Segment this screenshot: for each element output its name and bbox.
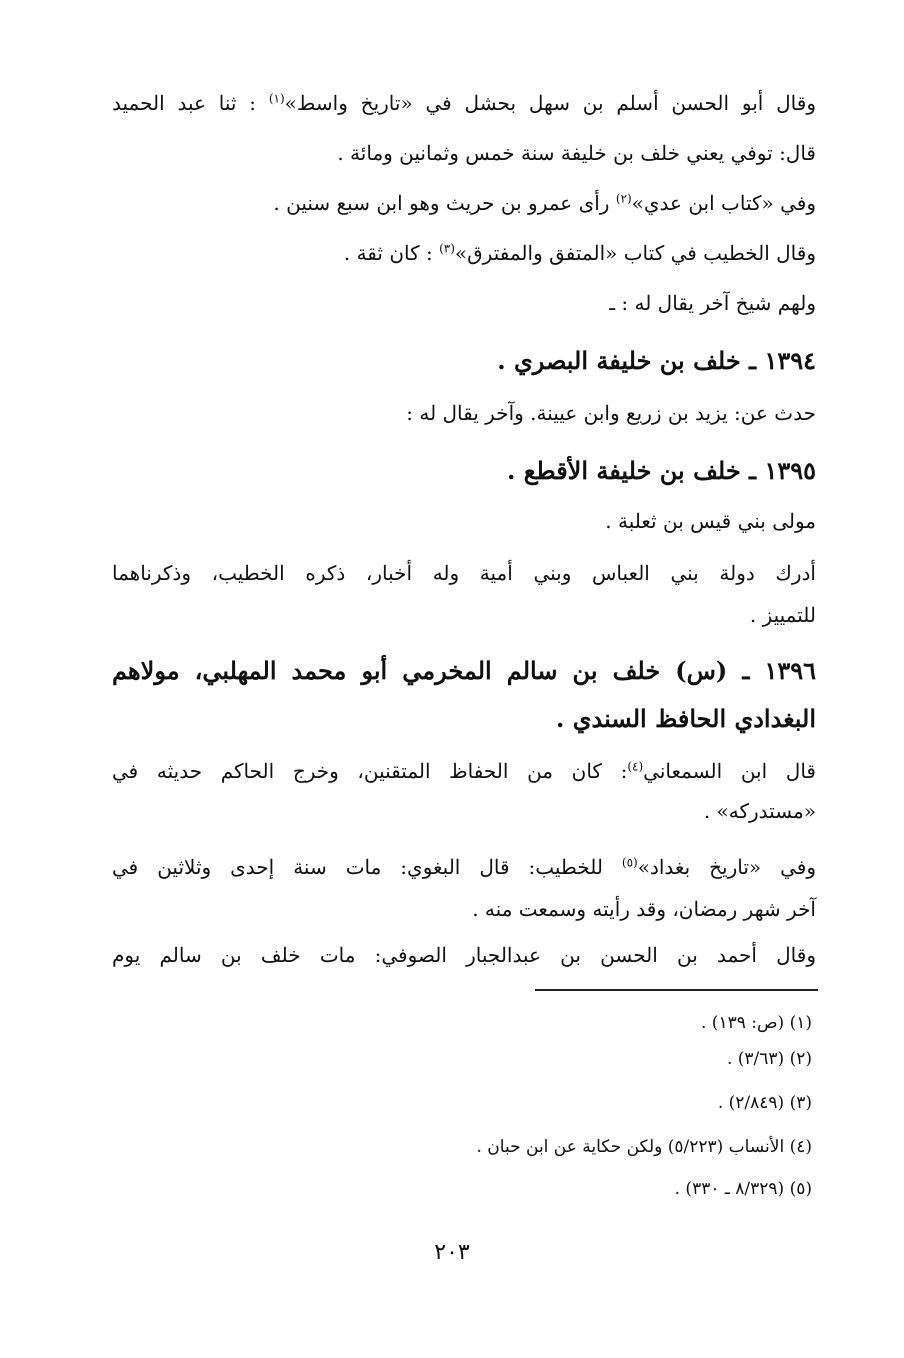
- body-line: وفي «كتاب ابن عدي»$^{(٢)}$ رأى عمرو بن حريث وهو ابن سبع سنين .: [273, 191, 816, 215]
- entry-heading-1395: ١٣٩٥ ـ خلف بن خليفة الأقطع .: [507, 456, 816, 485]
- footnote-marker: (١): [268, 91, 285, 106]
- body-line: وفي «تاريخ بغداد»$^{(٥)}$ للخطيب: قال البغوي: مات سنة إحدى وثلاثين في: [112, 855, 817, 879]
- footnote-marker: (٥): [621, 855, 638, 870]
- body-line: آخر شهر رمضان، وقد رأيته وسمعت منه .: [472, 897, 816, 921]
- footnote: (٣) (٢/٨٤٩) .: [717, 1093, 812, 1113]
- footnote-marker: (٢): [615, 191, 632, 206]
- body-line: أدرك دولة بني العباس وبني أمية وله أخبار، ذكره الخطيب، وذكرناهما: [112, 561, 816, 585]
- body-line: قال ابن السمعاني$^{(٤)}$: كان من الحفاظ المتقنين، وخرج الحاكم حديثه في: [112, 759, 816, 783]
- body-line: وقال أحمد بن الحسن بن عبدالجبار الصوفي: مات خلف بن سالم يوم: [112, 943, 816, 967]
- body-line: للتمييز .: [749, 603, 816, 627]
- body-line: وقال الخطيب في كتاب «المتفق والمفترق»$^{(٣)}$ : كان ثقة .: [343, 241, 816, 265]
- body-line: وقال أبو الحسن أسلم بن سهل بحشل في «تاريخ واسط»$^{(١)}$ : ثنا عبد الحميد: [112, 91, 816, 115]
- footnote: (١) (ص: ١٣٩) .: [701, 1013, 812, 1033]
- footnote-marker: (٤): [627, 759, 644, 774]
- footnote: (٢) (٣/٦٣) .: [726, 1049, 812, 1069]
- body-line: «مستدركه» .: [703, 799, 816, 823]
- footnote: (٤) الأنساب (٥/٢٢٣) ولكن حكاية عن ابن حبان .: [476, 1137, 812, 1157]
- page-number: ٢٠٣: [434, 1240, 470, 1265]
- footnote: (٥) (٨/٣٢٩ ـ ٣٣٠) .: [674, 1179, 812, 1199]
- entry-heading-1396: ١٣٩٦ ـ (س) خلف بن سالم المخرمي أبو محمد المهلبي، مولاهم: [112, 656, 816, 685]
- body-line: ولهم شيخ آخر يقال له : ـ: [609, 291, 816, 315]
- body-line: قال: توفي يعني خلف بن خليفة سنة خمس وثمانين ومائة .: [337, 141, 816, 165]
- body-line: حدث عن: يزيد بن زريع وابن عيينة. وآخر يقال له :: [406, 401, 816, 425]
- footnote-marker: (٣): [439, 241, 455, 256]
- body-line: مولى بني قيس بن ثعلبة .: [605, 509, 816, 533]
- entry-heading-1394: ١٣٩٤ ـ خلف بن خليفة البصري .: [497, 346, 816, 375]
- entry-heading-1396-cont: البغدادي الحافظ السندي .: [555, 704, 816, 733]
- footnote-separator: [535, 989, 818, 991]
